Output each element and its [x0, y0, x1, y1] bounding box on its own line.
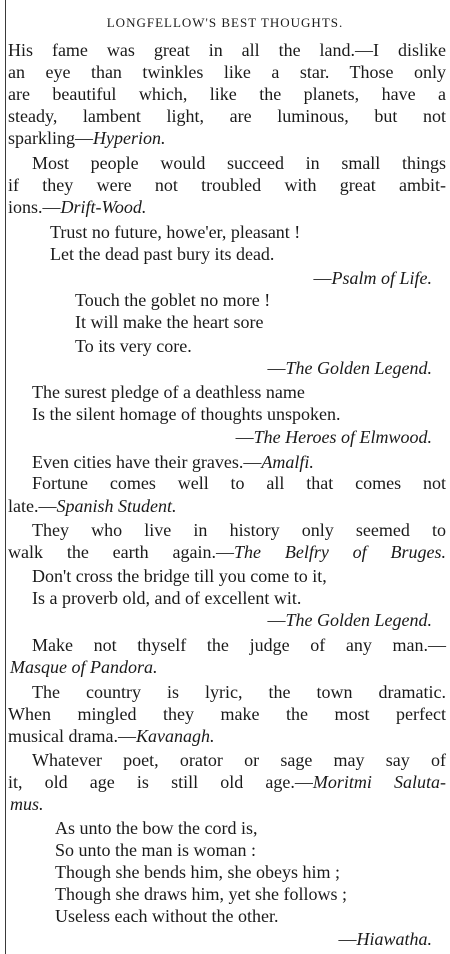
- line-text: The surest pledge of a deathless name: [32, 382, 305, 402]
- source-title: The Belfry of Bruges.: [233, 542, 446, 562]
- line-text: Whatever poet, orator or sage may say of: [32, 750, 446, 770]
- column-rule: [5, 0, 6, 954]
- text-line: [32, 566, 327, 587]
- text-line: [8, 40, 446, 61]
- text-line: [8, 496, 176, 517]
- line-text: sparkling—: [8, 128, 93, 148]
- line-text: The country is lyric, the town dramatic.: [32, 682, 446, 702]
- line-text: Useless each without the other.: [55, 906, 279, 926]
- text-line: [32, 382, 305, 403]
- text-line: [0, 268, 432, 289]
- source-title: Hiawatha.: [356, 929, 432, 949]
- source-title: Amalfi.: [261, 452, 314, 472]
- line-text: Though she draws him, yet she follows ;: [55, 884, 347, 904]
- source-title: mus.: [10, 794, 44, 814]
- line-text: an eye than twinkles like a star. Those only: [8, 62, 446, 82]
- source-title: Hyperion.: [93, 128, 166, 148]
- line-text: Fortune comes well to all that comes not: [32, 473, 446, 493]
- text-line: [75, 312, 263, 333]
- text-line: [55, 862, 340, 883]
- text-line: [32, 473, 446, 494]
- source-title: Moritmi Saluta-: [312, 772, 447, 792]
- text-line: [8, 197, 146, 218]
- text-line: [10, 657, 158, 678]
- line-text: Even cities have their graves.—: [32, 452, 262, 472]
- line-text: steady, lambent light, are luminous, but not: [8, 106, 446, 126]
- text-line: [8, 106, 446, 127]
- line-text: —: [267, 610, 286, 630]
- line-text: So unto the man is woman :: [55, 840, 256, 860]
- line-text: Is the silent homage of thoughts unspoken.: [32, 404, 341, 424]
- text-line: [8, 726, 214, 747]
- source-title: The Golden Legend.: [285, 358, 432, 378]
- text-line: [32, 452, 314, 473]
- line-text: —: [267, 358, 286, 378]
- text-line: [8, 84, 446, 105]
- article-heading: LONGFELLOW'S BEST THOUGHTS.: [106, 15, 344, 30]
- line-text: —: [313, 268, 332, 288]
- line-text: It will make the heart sore: [75, 312, 264, 332]
- line-text: Trust no future, howe'er, pleasant !: [50, 222, 301, 242]
- text-line: [32, 588, 301, 609]
- text-line: [50, 244, 274, 265]
- line-text: musical drama.—: [8, 726, 136, 746]
- text-line: [0, 358, 432, 379]
- line-text: As unto the bow the cord is,: [55, 818, 258, 838]
- text-line: [10, 794, 44, 815]
- text-line: [50, 222, 300, 243]
- text-line: [55, 840, 256, 861]
- line-text: if they were not troubled with great ambit-: [8, 175, 446, 195]
- line-text: Though she bends him, she obeys him ;: [55, 862, 340, 882]
- text-line: [8, 772, 446, 793]
- text-line: [0, 610, 432, 631]
- line-text: His fame was great in all the land.—I dislike: [8, 40, 446, 60]
- line-text: Most people would succeed in small things: [32, 153, 446, 173]
- line-text: it, old age is still old age.—: [8, 772, 313, 792]
- line-text: —: [338, 929, 357, 949]
- source-title: The Golden Legend.: [285, 610, 432, 630]
- text-line: [75, 336, 192, 357]
- text-line: [8, 542, 446, 563]
- text-line: [32, 404, 340, 425]
- line-text: walk the earth again.—: [8, 542, 234, 562]
- text-line: [32, 750, 446, 771]
- line-text: Touch the goblet no more !: [75, 290, 271, 310]
- line-text: late.—: [8, 496, 57, 516]
- line-text: are beautiful which, like the planets, have a: [8, 84, 446, 104]
- text-line: [8, 704, 446, 725]
- text-line: [32, 635, 446, 656]
- line-text: Don't cross the bridge till you come to it,: [32, 566, 327, 586]
- text-line: [8, 128, 165, 149]
- line-text: To its very core.: [75, 336, 192, 356]
- text-line: [32, 153, 446, 174]
- text-line: [32, 520, 446, 541]
- text-line: [8, 62, 446, 83]
- text-line: [0, 427, 432, 448]
- text-line: [55, 884, 347, 905]
- text-line: [75, 290, 270, 311]
- text-line: [8, 175, 446, 196]
- line-text: When mingled they make the most perfect: [8, 704, 446, 724]
- source-title: Psalm of Life.: [331, 268, 432, 288]
- line-text: Make not thyself the judge of any man.—: [32, 635, 446, 655]
- line-text: Is a proverb old, and of excellent wit.: [32, 588, 302, 608]
- text-line: [0, 929, 432, 950]
- text-line: [32, 682, 446, 703]
- line-text: ions.—: [8, 197, 61, 217]
- source-title: Drift-Wood.: [60, 197, 147, 217]
- source-title: Kavanagh.: [135, 726, 215, 746]
- line-text: Let the dead past bury its dead.: [50, 244, 275, 264]
- source-title: Masque of Pandora.: [10, 657, 158, 677]
- source-title: The Heroes of Elmwood.: [253, 427, 432, 447]
- text-line: [55, 818, 257, 839]
- line-text: —: [235, 427, 254, 447]
- line-text: They who live in history only seemed to: [32, 520, 446, 540]
- text-line: [55, 906, 278, 927]
- source-title: Spanish Student.: [56, 496, 177, 516]
